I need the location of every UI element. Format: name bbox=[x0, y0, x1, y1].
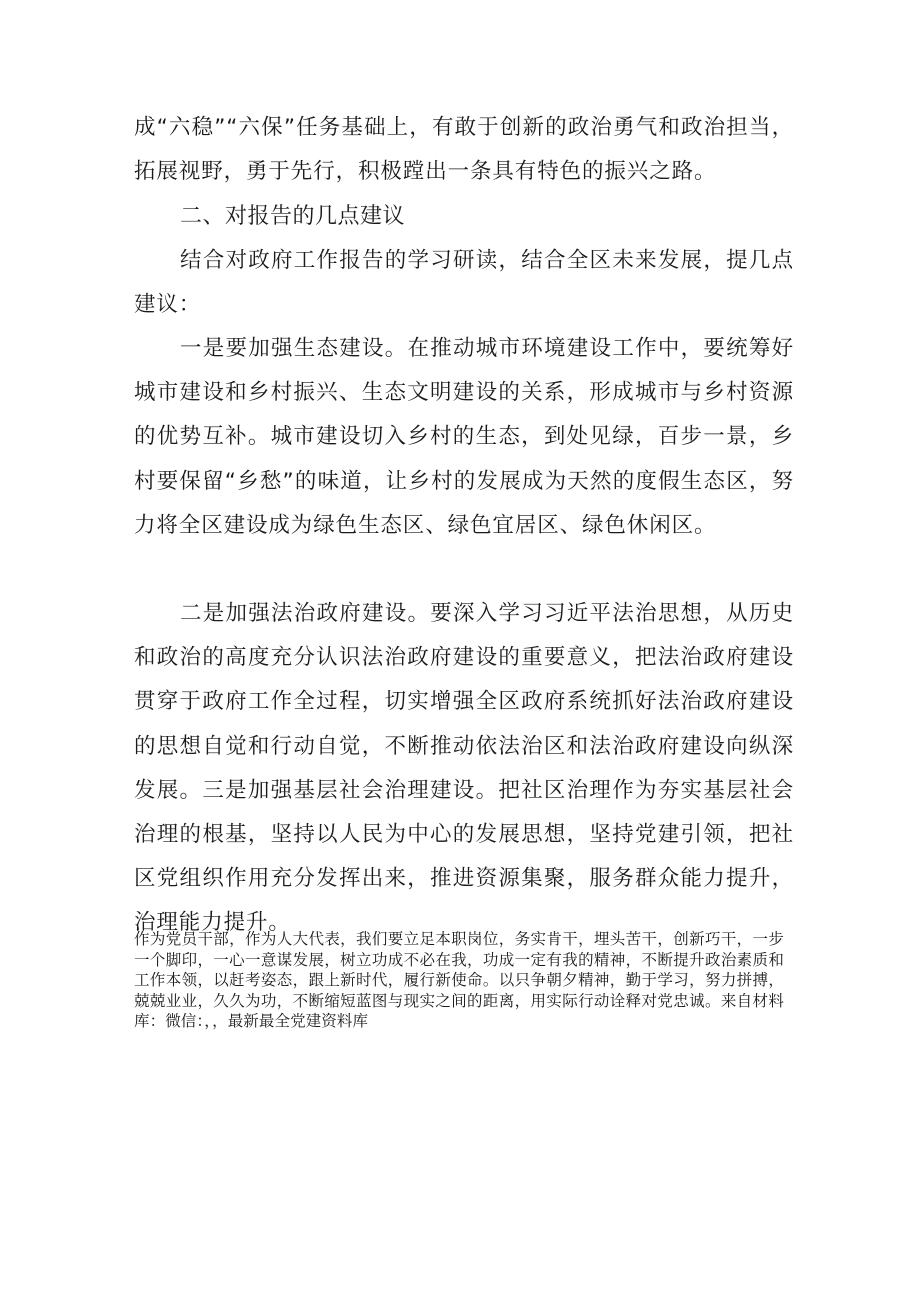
footer-note: 作为党员干部，作为人大代表，我们要立足本职岗位，务实肯干，埋头苦干，创新巧干，一步一个脚印，一心一意谋发展，树立功成不必在我，功成一定有我的精神，不断提升政治素质和工作本领，以赶考姿态，跟上新时代，履行新使命。以只争朝夕精神，勤于学习，努力拼搏，兢兢业业，久久为功，不断缩短蓝图与现实之间的距离，用实际行动诠释对党忠诚。来自材料库：微信：，，最新最全党建资料库 bbox=[134, 930, 784, 1030]
suggestion-one-paragraph: 一是要加强生态建设。在推动城市环境建设工作中，要统筹好城市建设和乡村振兴、生态文明建设的关系，形成城市与乡村资源的优势互补。城市建设切入乡村的生态，到处见绿，百步一景，乡村要保留“乡愁”的味道，让乡村的发展成为天然的度假生态区，努力将全区建设成为绿色生态区、绿色宜居区、绿色休闲区。 bbox=[134, 336, 794, 538]
section-heading: 二、对报告的几点建议 bbox=[180, 204, 406, 229]
intro-paragraph: 结合对政府工作报告的学习研读，结合全区未来发展，提几点建议： bbox=[134, 248, 794, 318]
continuation-paragraph: 成“六稳”“六保”任务基础上，有敢于创新的政治勇气和政治担当，拓展视野，勇于先行，积极蹚出一条具有特色的振兴之路。 bbox=[134, 115, 794, 185]
suggestion-two-three-paragraph: 二是加强法治政府建设。要深入学习习近平法治思想，从历史和政治的高度充分认识法治政府建设的重要意义，把法治政府建设贯穿于政府工作全过程，切实增强全区政府系统抓好法治政府建设的思想自觉和行动自觉，不断推动依法治区和法治政府建设向纵深发展。三是加强基层社会治理建设。把社区治理作为夯实基层社会治理的根基，坚持以人民为中心的发展思想，坚持党建引领，把社区党组织作用充分发挥出来，推进资源集聚，服务群众能力提升，治理能力提升。 bbox=[134, 601, 794, 936]
